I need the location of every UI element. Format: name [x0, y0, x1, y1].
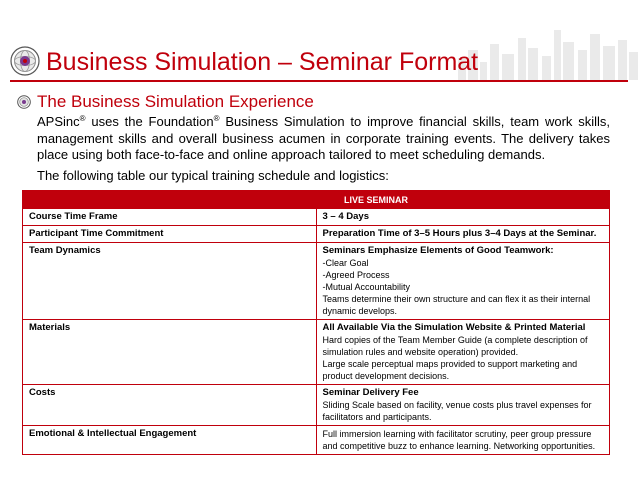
row-line: Full immersion learning with facilitator scrutiny, peer group pressure and competitive buzz to enhance learning. Networking opportunities.: [322, 429, 596, 451]
table-intro: The following table our typical training schedule and logistics:: [37, 168, 389, 183]
row-heading: Seminar Delivery Fee: [322, 387, 419, 398]
row-line: Sliding Scale based on facility, venue costs plus travel expenses for facilitators and participants.: [322, 400, 592, 422]
row-label: Course Time Frame: [23, 209, 317, 226]
row-label: Emotional & Intellectual Engagement: [23, 426, 317, 455]
registered-mark: ®: [213, 114, 220, 123]
row-value: [316, 209, 610, 226]
row-line: Teams determine their own structure and can flex it as their internal dynamic develops.: [322, 294, 591, 316]
row-heading: 3 – 4 Days: [322, 211, 369, 222]
row-line: -Clear Goal: [322, 258, 369, 268]
table-row: [23, 243, 610, 320]
row-heading: Seminars Emphasize Elements of Good Teamwork:: [322, 245, 554, 256]
row-value: [316, 226, 610, 243]
row-value: [316, 385, 610, 426]
globe-logo-icon: [10, 46, 40, 76]
table-row: [23, 209, 610, 226]
row-heading: All Available Via the Simulation Website & Printed Material: [322, 322, 586, 333]
row-value: [316, 426, 610, 455]
row-label: Costs: [23, 385, 317, 426]
table-header: LIVE SEMINAR: [23, 191, 610, 209]
row-label: Participant Time Commitment: [23, 226, 317, 243]
table-header-row: [23, 191, 610, 209]
table-row: [23, 385, 610, 426]
row-label: Materials: [23, 320, 317, 385]
globe-bullet-icon: [17, 95, 31, 109]
row-label: Team Dynamics: [23, 243, 317, 320]
table-row: [23, 426, 610, 455]
row-value: [316, 243, 610, 320]
intro-paragraph: [37, 114, 610, 164]
schedule-table: [22, 190, 610, 455]
intro-text-part-1: uses the Foundation: [85, 114, 214, 129]
row-line: -Mutual Accountability: [322, 282, 411, 292]
page-title: Business Simulation – Seminar Format: [46, 48, 479, 76]
row-value: [316, 320, 610, 385]
brand-name: APSinc: [37, 114, 80, 129]
row-line: Hard copies of the Team Member Guide (a complete description of simulation rules and website operation) provided.: [322, 335, 588, 357]
table-row: [23, 226, 610, 243]
row-heading: Preparation Time of 3–5 Hours plus 3–4 Days at the Seminar.: [322, 228, 597, 239]
row-line: Large scale perceptual maps provided to support marketing and product development decisions.: [322, 359, 578, 381]
registered-mark: ®: [79, 114, 86, 123]
section-subtitle: The Business Simulation Experience: [37, 92, 314, 111]
title-divider: [10, 80, 628, 82]
row-line: -Agreed Process: [322, 270, 390, 280]
intro-text-part-2: Business Simulation to improve financial skills, team work skills, management skills and overall business acumen in corporate training events. The delivery takes place using both face-to-face and online approach tailored to meet scheduling demands.: [37, 114, 610, 162]
table-row: [23, 320, 610, 385]
